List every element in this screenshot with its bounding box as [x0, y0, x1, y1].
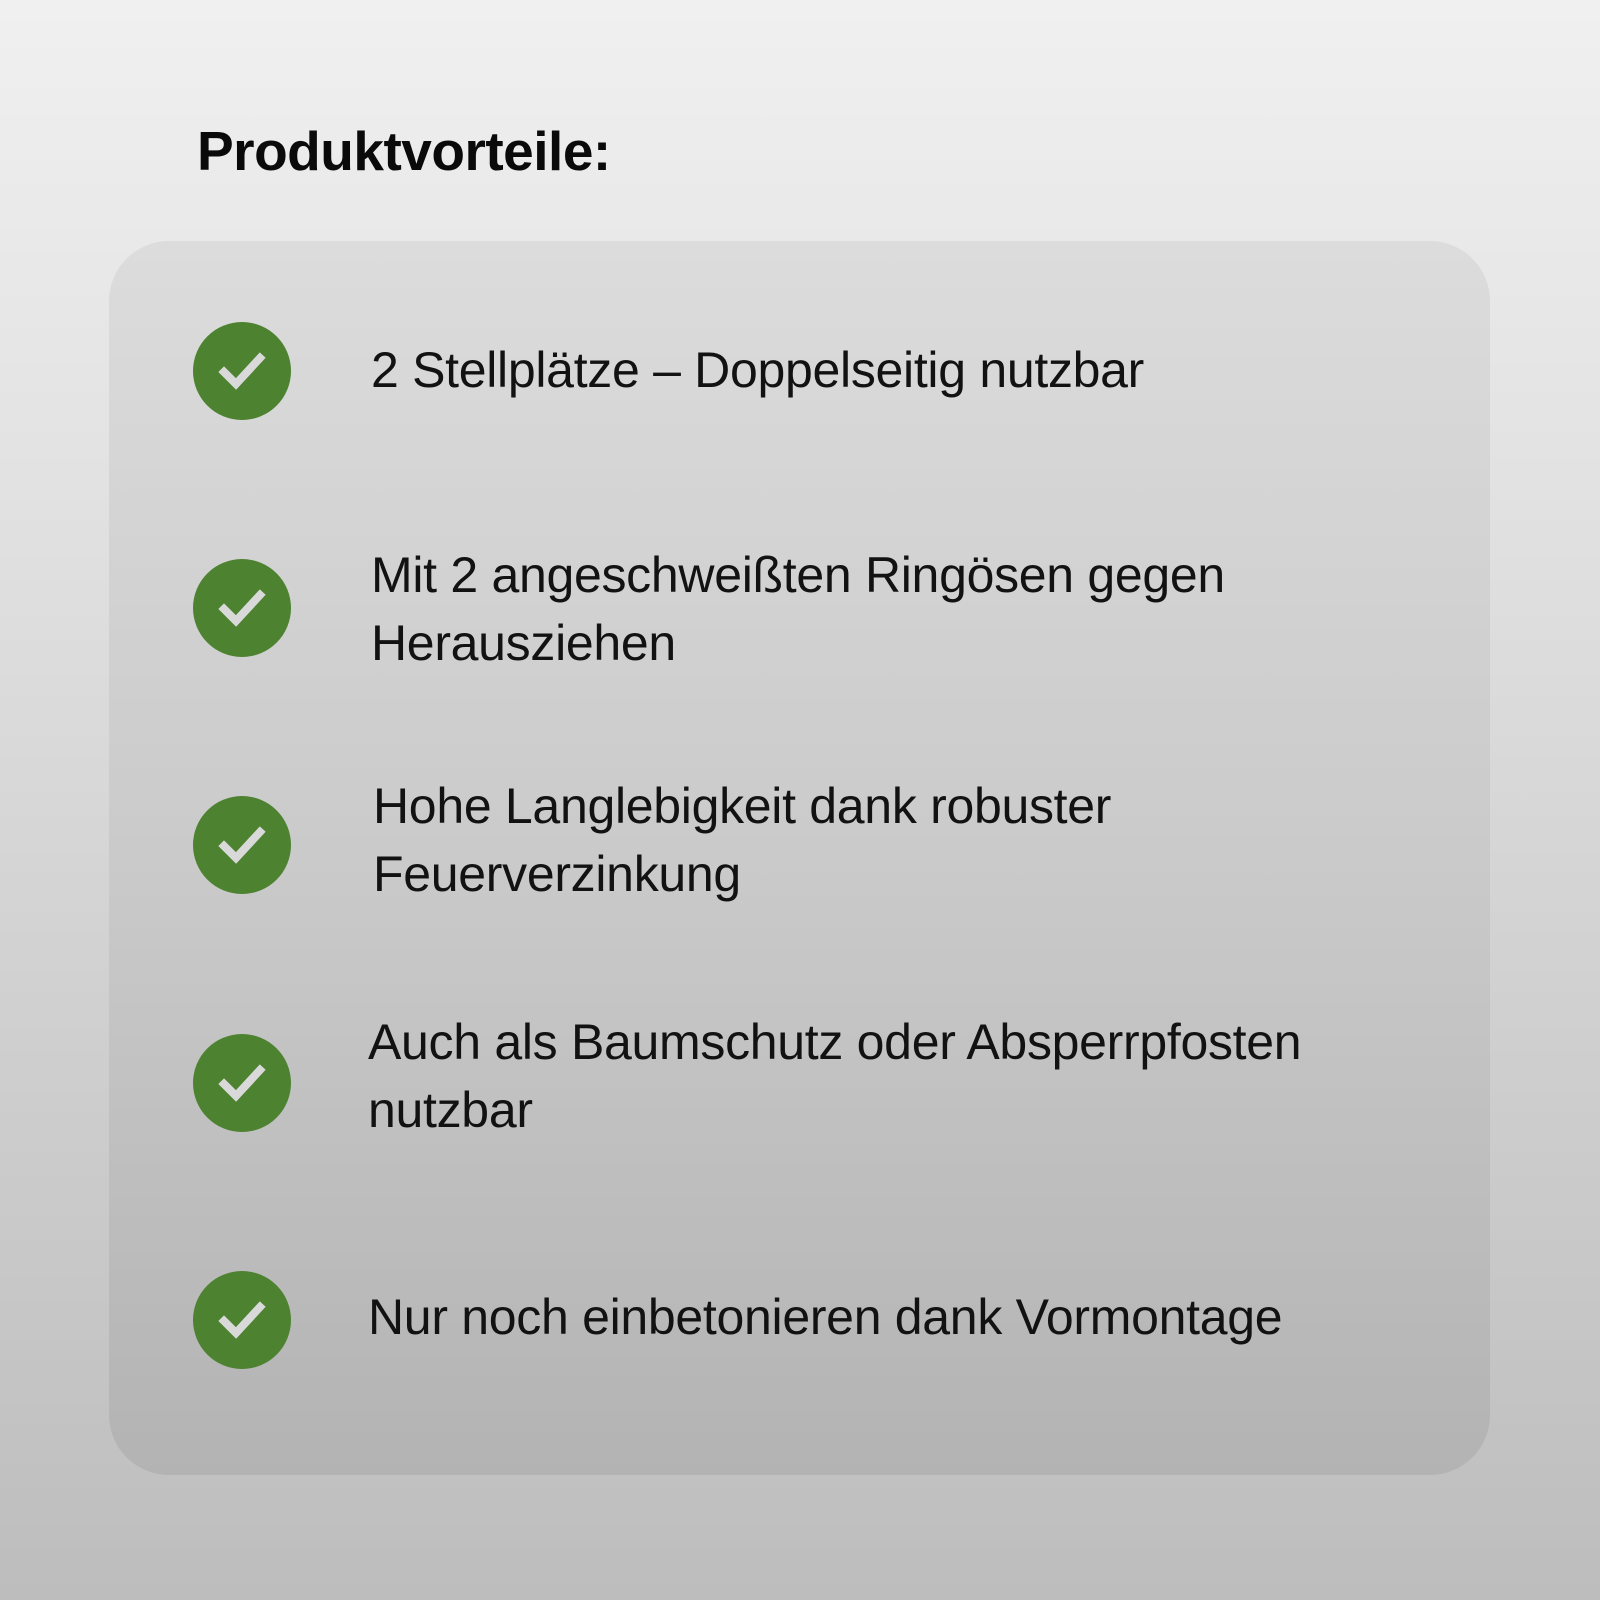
benefit-text: [373, 772, 1433, 908]
benefit-line: Hohe Langlebigkeit dank robuster: [373, 778, 1112, 834]
benefit-item: [109, 547, 1490, 703]
benefit-line: nutzbar: [368, 1082, 533, 1138]
benefit-line: Nur noch einbetonieren dank Vormontage: [368, 1289, 1283, 1345]
benefit-line: Mit 2 angeschweißten Ringösen gegen: [371, 547, 1225, 603]
benefit-line: Feuerverzinkung: [373, 846, 741, 902]
benefit-line: Auch als Baumschutz oder Absperrpfosten: [368, 1014, 1302, 1070]
checkmark-icon: [193, 559, 291, 657]
benefit-item: [109, 778, 1490, 940]
benefit-line: 2 Stellplätze – Doppelseitig nutzbar: [371, 342, 1145, 398]
benefit-text: [368, 1008, 1428, 1144]
benefit-item: [109, 1265, 1490, 1415]
benefit-text: [368, 1283, 1428, 1351]
checkmark-icon: [193, 1034, 291, 1132]
benefit-item: [109, 316, 1490, 466]
checkmark-icon: [193, 796, 291, 894]
page-title: Produktvorteile:: [197, 120, 611, 182]
checkmark-icon: [193, 322, 291, 420]
benefit-text: [371, 336, 1431, 404]
benefit-item: [109, 1014, 1490, 1178]
checkmark-icon: [193, 1271, 291, 1369]
benefit-text: [371, 541, 1431, 677]
benefit-line: Herausziehen: [371, 615, 676, 671]
benefits-panel: [109, 241, 1490, 1475]
